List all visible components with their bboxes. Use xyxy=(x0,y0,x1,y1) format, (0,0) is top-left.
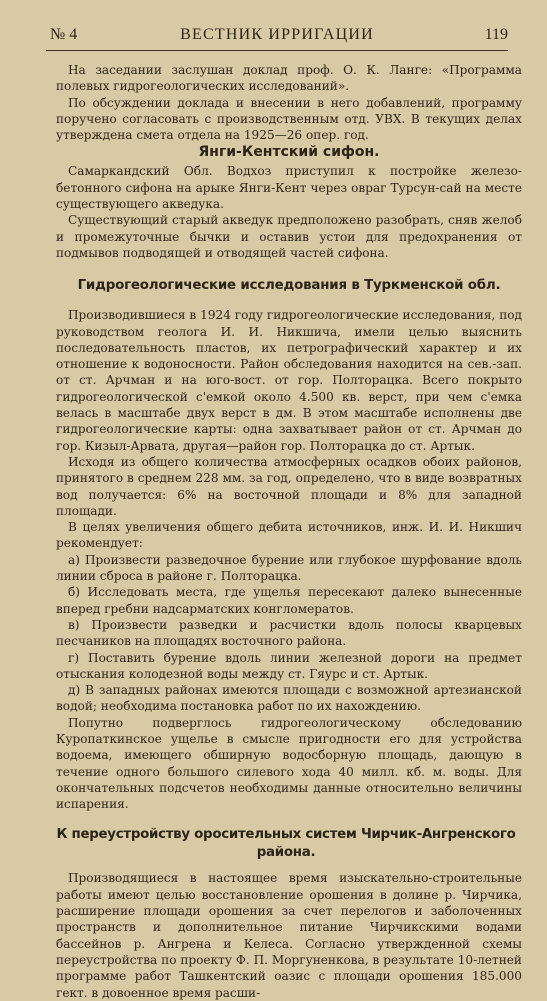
paragraph: Самаркандский Обл. Водхоз приступил к постройке железо-бетонного сифона на арыке Янги-Кент через овраг Турсун-сай на месте существующего акведука. xyxy=(56,164,522,212)
paragraph: Попутно подверглось гидрогеологическому обследованию Куропаткинское ущелье в смысле пригодности его для устройства водоема, имеющего обширную водосборную площадь, дающую в течение одного большого силевого хода 40 милл. кб. м. воды. Для окончательных подсчетов необходимы данные относительно величины испарения. xyxy=(56,715,522,812)
page-header xyxy=(46,26,508,51)
section-heading-turkmen: Гидрогеологические исследования в Туркменской обл. xyxy=(77,278,501,294)
issue-number: № 4 xyxy=(50,26,78,43)
article-body xyxy=(56,62,522,1001)
list-item: д) В западных районах имеются площади с возможной артезианской водой; необходима постановка работ по их нахождению. xyxy=(56,683,522,714)
page-number: 119 xyxy=(484,26,508,43)
section-heading-chirchik: К переустройству оросительных систем Чирчик-Ангренского района. xyxy=(56,827,516,861)
list-item: б) Исследовать места, где ущелья пересекают далеко вынесенные вперед гребни надсарматских конгломератов. xyxy=(56,585,522,616)
list-item: г) Поставить бурение вдоль линии железной дороги на предмет отыскания колодезной воды между ст. Гяурс и ст. Артык. xyxy=(56,650,522,681)
journal-title: ВЕСТНИК ИРРИГАЦИИ xyxy=(180,26,374,43)
list-item: а) Произвести разведочное бурение или глубокое шурфование вдоль линии сброса в районе г. Полторацка. xyxy=(56,552,522,584)
paragraph: Исходя из общего количества атмосферных осадков обоих районов, принятого в среднем 228 мм. за год, определено, что в виде возвратных вод получается: 6% на восточной площади и 8% для западной площади. xyxy=(56,454,522,518)
paragraph: В целях увеличения общего дебита источников, инж. И. И. Никшич рекомендует: xyxy=(56,520,522,551)
list-item: в) Произвести разведки и расчистки вдоль полосы кварцевых песчаников на площадях восточного района. xyxy=(56,617,522,649)
paragraph: Существующий старый акведук предположено разобрать, сняв желоб и промежуточные бычки и оставив устои для предохранения от подмывов подводящей и отводящей частей сифона. xyxy=(56,213,522,260)
paragraph: На заседании заслушан доклад проф. О. К. Ланге: «Программа полевых гидрогеологических исследований». xyxy=(56,63,522,94)
paragraph: По обсуждении доклада и внесении в него добавлений, программу поручено согласовать с производственным отд. УВХ. В текущих делах утверждена смета отдела на 1925—26 опер. год. xyxy=(56,95,522,143)
paragraph: Производящиеся в настоящее время изыскательно-строительные работы имеют целью восстановление орошения в долине р. Чирчика, расширение площади орошения за счет перелогов и заболоченных пространств и дополнительное питание Чирчикскими водами бассейнов р. Ангрена и Келеса. Согласно утвержденной схемы переустройства по проекту Ф. П. Моргуненкова, в результате 10-летней программе работ Ташкентский оазис с площади орошения 185.000 гект. в довоенное время расши- xyxy=(56,871,522,1000)
section-heading-yangi-kent: Янги-Кентский сифон. xyxy=(198,144,380,161)
paragraph: Производившиеся в 1924 году гидрогеологические исследования, под руководством геолога И. И. Никшича, имели целью выяснить последовательность пластов, их петрографический характер и их отношение к водоносности. Район обследования находится на сев.-зап. от ст. Арчман и на юго-вост. от гор. Полторацка. Всего покрыто гидрогеологической с'емкой около 4.500 кв. верст, при чем с'емка велась в масштабе двух верст в дм. В этом масштабе исполнены две гидрогеологические карты: одна захватывает район от ст. Арчман до гор. Кизыл-Арвата, другая—район гор. Полторацка до ст. Артык. xyxy=(56,308,522,453)
